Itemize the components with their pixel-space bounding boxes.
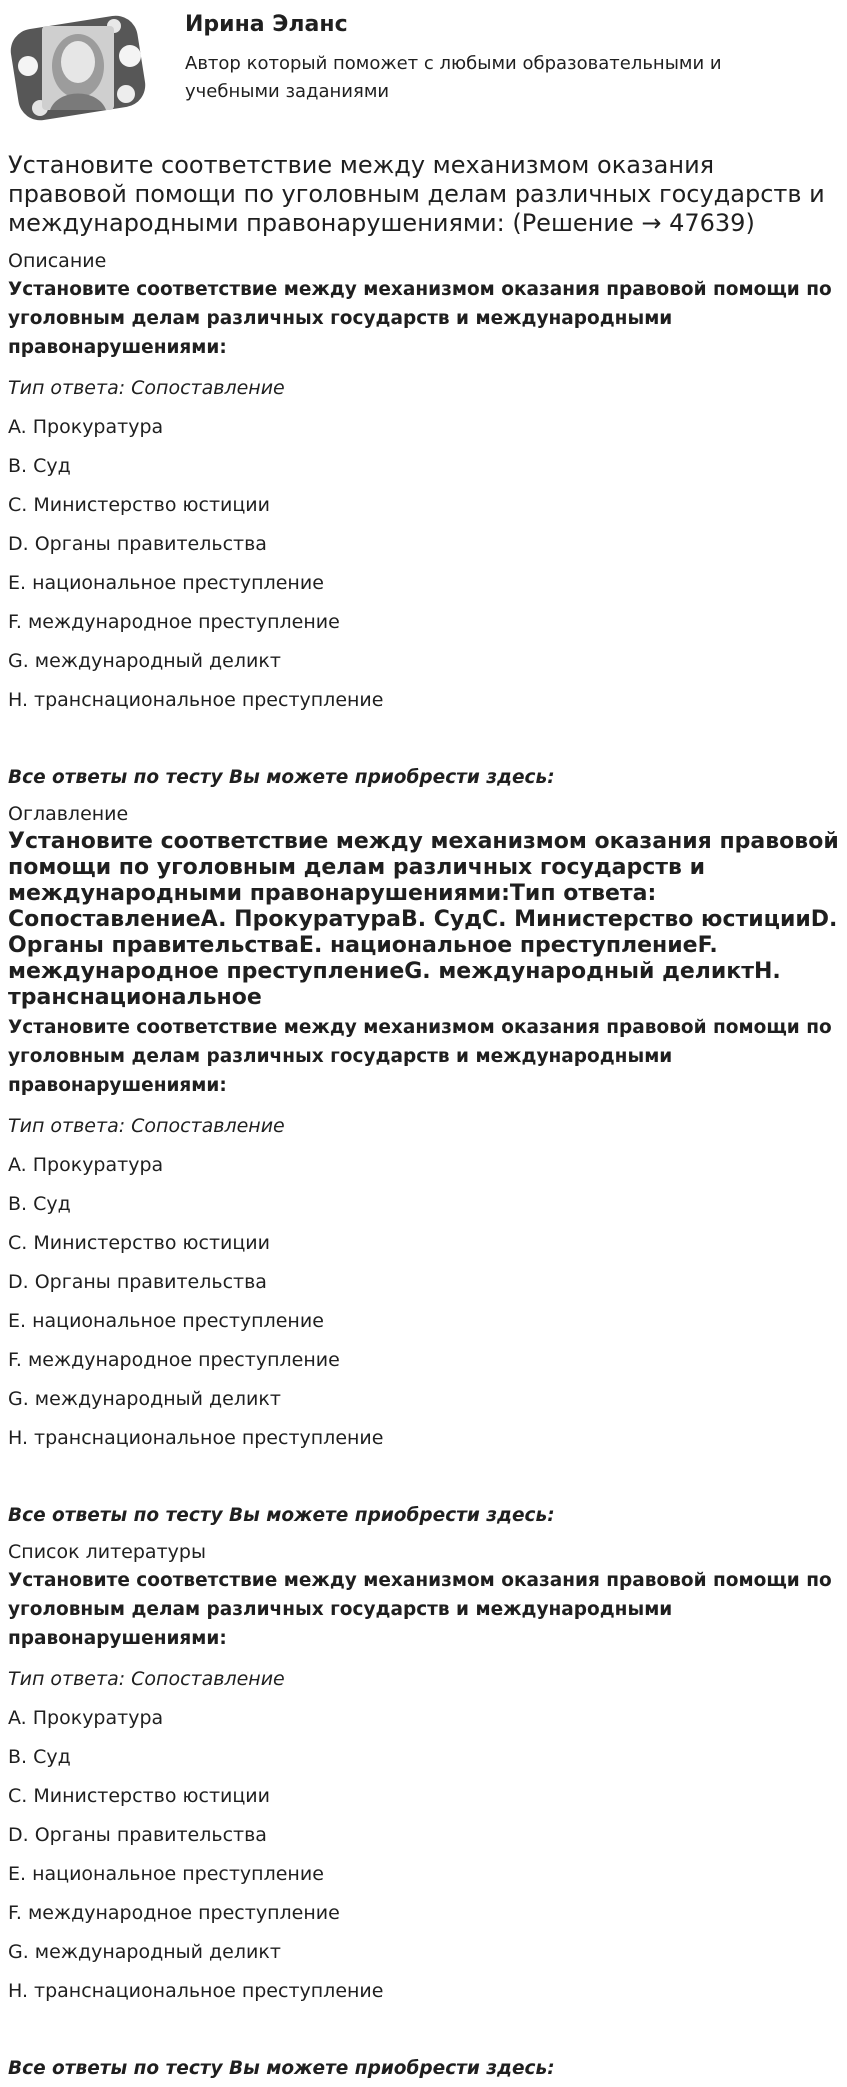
toc-summary: Установите соответствие между механизмом оказания правовой помощи по уголовным делам различных государств и международными правонарушениями:Тип ответа: СопоставлениеA. ПрокуратураB. СудC. Министерство юстицииD. Органы правительстваE. национальное преступлениеF. международное преступлениеG. международный деликтH. транснациональное (8, 829, 839, 1010)
purchase-answers-text: Все ответы по тесту Вы можете приобрести здесь: (8, 1505, 555, 1526)
question-text: Установите соответствие между механизмом оказания правовой помощи по уголовным делам различных государств и международными правонарушениями: (8, 1570, 832, 1649)
option-item: H. транснациональное преступление (8, 1427, 384, 1449)
description-section (0, 249, 847, 791)
question-text: Установите соответствие между механизмом оказания правовой помощи по уголовным делам различных государств и международными правонарушениями: (8, 1017, 832, 1096)
option-item: F. международное преступление (8, 1349, 340, 1371)
option-item: E. национальное преступление (8, 572, 324, 594)
option-item: A. Прокуратура (8, 1154, 164, 1176)
references-section (0, 1540, 847, 2082)
option-item: E. национальное преступление (8, 1863, 324, 1885)
answer-type: Тип ответа: Сопоставление (8, 377, 285, 399)
option-item: E. национальное преступление (8, 1310, 324, 1332)
option-item: B. Суд (8, 455, 71, 477)
answer-type: Тип ответа: Сопоставление (8, 1668, 285, 1690)
option-item: C. Министерство юстиции (8, 1785, 270, 1807)
option-item: F. международное преступление (8, 611, 340, 633)
author-card (0, 0, 847, 130)
question-text: Установите соответствие между механизмом оказания правовой помощи по уголовным делам различных государств и международными правонарушениями: (8, 279, 832, 358)
purchase-answers-text: Все ответы по тесту Вы можете приобрести здесь: (8, 2058, 555, 2079)
options-list (0, 1705, 847, 2004)
option-item: A. Прокуратура (8, 416, 164, 438)
option-item: G. международный деликт (8, 1388, 281, 1410)
answer-type: Тип ответа: Сопоставление (8, 1115, 285, 1137)
section-heading-toc: Оглавление (8, 803, 129, 825)
option-item: D. Органы правительства (8, 533, 267, 555)
option-item: B. Суд (8, 1193, 71, 1215)
page-title: Установите соответствие между механизмом оказания правовой помощи по уголовным делам различных государств и международными правонарушениями: (Решение → 47639) (8, 151, 825, 237)
option-item: F. международное преступление (8, 1902, 340, 1924)
options-list (0, 1152, 847, 1451)
purchase-answers-text: Все ответы по тесту Вы можете приобрести здесь: (8, 767, 555, 788)
toc-section (0, 802, 847, 1529)
section-heading-references: Список литературы (8, 1541, 206, 1563)
author-name: Ирина Эланс (185, 12, 348, 37)
option-item: G. международный деликт (8, 650, 281, 672)
option-item: C. Министерство юстиции (8, 1232, 270, 1254)
option-item: D. Органы правительства (8, 1271, 267, 1293)
option-item: A. Прокуратура (8, 1707, 164, 1729)
option-item: H. транснациональное преступление (8, 689, 384, 711)
option-item: B. Суд (8, 1746, 71, 1768)
author-avatar (8, 8, 148, 126)
option-item: H. транснациональное преступление (8, 1980, 384, 2002)
option-item: G. международный деликт (8, 1941, 281, 1963)
option-item: C. Министерство юстиции (8, 494, 270, 516)
options-list (0, 414, 847, 713)
option-item: D. Органы правительства (8, 1824, 267, 1846)
author-description: Автор который поможет с любыми образовательными и учебными заданиями (185, 53, 722, 102)
section-heading-description: Описание (8, 250, 107, 272)
